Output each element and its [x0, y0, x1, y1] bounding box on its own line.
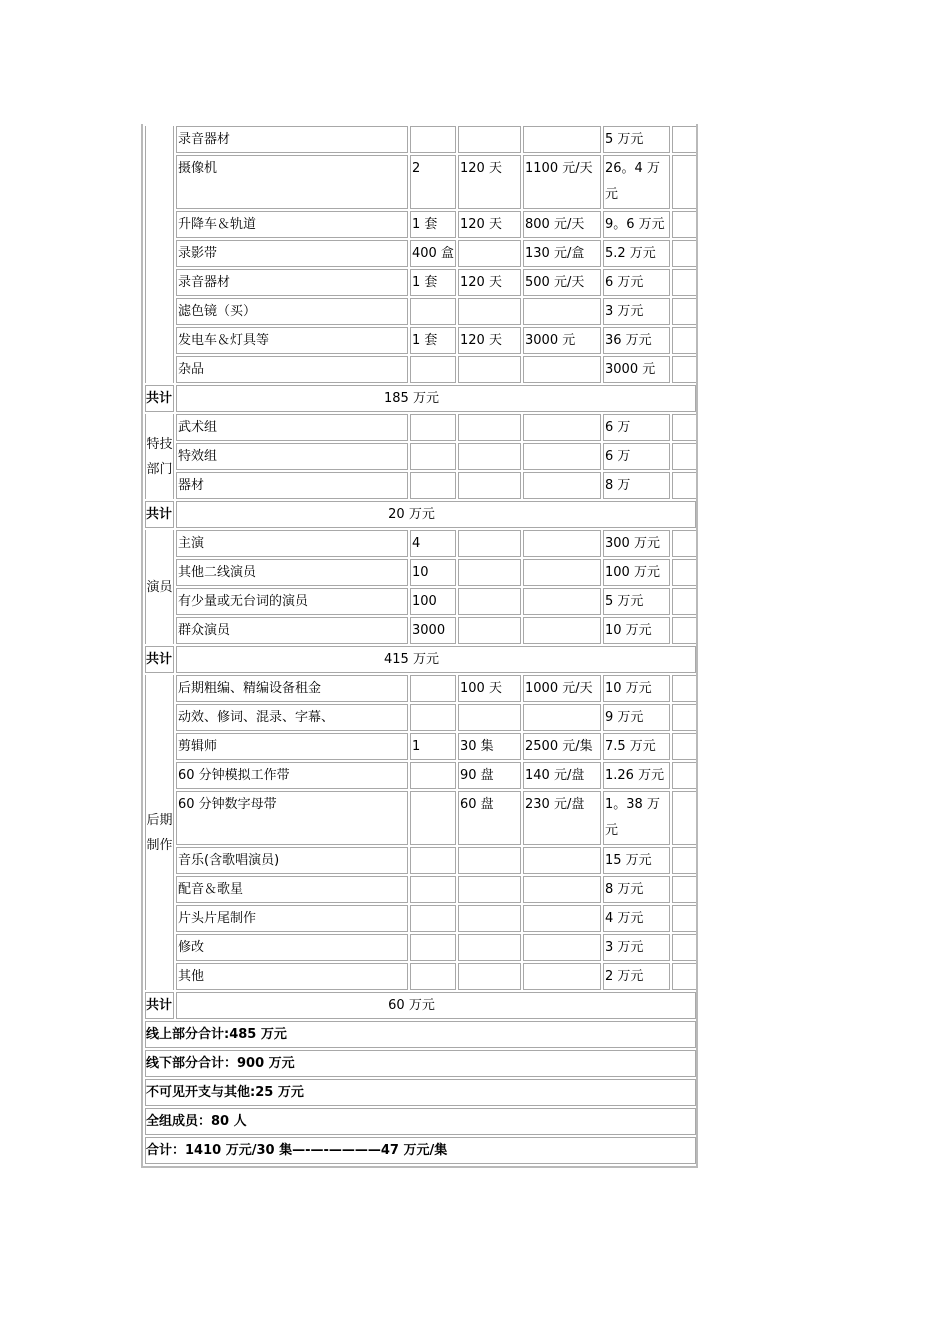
empty-cell [672, 559, 696, 586]
item-cell: 后期粗编、精编设备租金 [176, 675, 408, 702]
table-row [145, 617, 696, 644]
summary-row [145, 1108, 696, 1135]
table-row [145, 327, 696, 354]
subtotal-label: 共计 [145, 385, 174, 412]
quantity-cell [410, 126, 456, 153]
quantity-cell: 100 [410, 588, 456, 615]
subtotal-row [145, 501, 696, 528]
empty-cell [672, 269, 696, 296]
amount-cell: 10 万元 [603, 675, 670, 702]
item-cell: 其他 [176, 963, 408, 990]
item-cell: 60 分钟模拟工作带 [176, 762, 408, 789]
subtotal-value: 20 万元 [176, 501, 696, 528]
item-cell: 杂品 [176, 356, 408, 383]
subtotal-value: 60 万元 [176, 992, 696, 1019]
quantity-cell: 2 [410, 155, 456, 209]
subtotal-label: 共计 [145, 646, 174, 673]
table-row [145, 559, 696, 586]
item-cell: 滤色镜（买） [176, 298, 408, 325]
item-cell: 录音器材 [176, 126, 408, 153]
empty-cell [672, 356, 696, 383]
amount-cell: 3 万元 [603, 298, 670, 325]
empty-cell [672, 905, 696, 932]
unit-price-cell: 2500 元/集 [523, 733, 601, 760]
empty-cell [672, 472, 696, 499]
quantity-cell [410, 934, 456, 961]
quantity-cell: 10 [410, 559, 456, 586]
duration-cell [458, 240, 521, 267]
quantity-cell [410, 356, 456, 383]
item-cell: 武术组 [176, 414, 408, 441]
empty-cell [672, 733, 696, 760]
unit-price-cell [523, 704, 601, 731]
empty-cell [672, 847, 696, 874]
duration-cell [458, 876, 521, 903]
unit-price-cell: 130 元/盒 [523, 240, 601, 267]
quantity-cell: 400 盒 [410, 240, 456, 267]
table-row [145, 733, 696, 760]
item-cell: 60 分钟数字母带 [176, 791, 408, 845]
duration-cell: 120 天 [458, 269, 521, 296]
amount-cell: 6 万 [603, 414, 670, 441]
table-row [145, 298, 696, 325]
item-cell: 音乐(含歌唱演员) [176, 847, 408, 874]
item-cell: 发电车＆灯具等 [176, 327, 408, 354]
amount-cell: 100 万元 [603, 559, 670, 586]
duration-cell [458, 356, 521, 383]
empty-cell [672, 327, 696, 354]
summary-text: 全组成员：80 人 [145, 1108, 696, 1135]
empty-cell [672, 762, 696, 789]
category-cell: 后期制作 [145, 675, 174, 990]
duration-cell [458, 963, 521, 990]
subtotal-value: 185 万元 [176, 385, 696, 412]
summary-text: 线下部分合计：900 万元 [145, 1050, 696, 1077]
amount-cell: 6 万 [603, 443, 670, 470]
item-cell: 摄像机 [176, 155, 408, 209]
amount-cell: 9。6 万元 [603, 211, 670, 238]
item-cell: 群众演员 [176, 617, 408, 644]
table-row [145, 704, 696, 731]
subtotal-label: 共计 [145, 501, 174, 528]
subtotal-value: 415 万元 [176, 646, 696, 673]
empty-cell [672, 530, 696, 557]
quantity-cell: 3000 [410, 617, 456, 644]
duration-cell: 120 天 [458, 327, 521, 354]
amount-cell: 9 万元 [603, 704, 670, 731]
duration-cell: 60 盘 [458, 791, 521, 845]
quantity-cell: 1 套 [410, 211, 456, 238]
unit-price-cell [523, 298, 601, 325]
table-row [145, 530, 696, 557]
category-cell: 特技部门 [145, 414, 174, 499]
item-cell: 其他二线演员 [176, 559, 408, 586]
category-cell [145, 126, 174, 383]
item-cell: 有少量或无台词的演员 [176, 588, 408, 615]
empty-cell [672, 704, 696, 731]
amount-cell: 15 万元 [603, 847, 670, 874]
duration-cell [458, 588, 521, 615]
duration-cell [458, 934, 521, 961]
duration-cell [458, 847, 521, 874]
subtotal-row [145, 385, 696, 412]
table-row [145, 269, 696, 296]
item-cell: 剪辑师 [176, 733, 408, 760]
unit-price-cell: 230 元/盘 [523, 791, 601, 845]
amount-cell: 26。4 万元 [603, 155, 670, 209]
quantity-cell [410, 791, 456, 845]
duration-cell [458, 704, 521, 731]
table-row [145, 126, 696, 153]
table-row [145, 675, 696, 702]
unit-price-cell [523, 472, 601, 499]
empty-cell [672, 963, 696, 990]
duration-cell: 120 天 [458, 211, 521, 238]
item-cell: 录音器材 [176, 269, 408, 296]
summary-text: 合计：1410 万元/30 集—-—-————47 万元/集 [145, 1137, 696, 1164]
item-cell: 器材 [176, 472, 408, 499]
quantity-cell: 4 [410, 530, 456, 557]
amount-cell: 7.5 万元 [603, 733, 670, 760]
subtotal-row [145, 992, 696, 1019]
summary-text: 线上部分合计:485 万元 [145, 1021, 696, 1048]
unit-price-cell [523, 847, 601, 874]
duration-cell [458, 617, 521, 644]
empty-cell [672, 588, 696, 615]
unit-price-cell: 1100 元/天 [523, 155, 601, 209]
duration-cell [458, 530, 521, 557]
amount-cell: 8 万元 [603, 876, 670, 903]
unit-price-cell: 500 元/天 [523, 269, 601, 296]
empty-cell [672, 414, 696, 441]
item-cell: 特效组 [176, 443, 408, 470]
summary-row [145, 1137, 696, 1164]
table-row [145, 588, 696, 615]
amount-cell: 3000 元 [603, 356, 670, 383]
duration-cell [458, 126, 521, 153]
empty-cell [672, 126, 696, 153]
duration-cell: 100 天 [458, 675, 521, 702]
budget-table [143, 124, 698, 1166]
empty-cell [672, 791, 696, 845]
quantity-cell [410, 905, 456, 932]
quantity-cell: 1 套 [410, 327, 456, 354]
quantity-cell [410, 443, 456, 470]
empty-cell [672, 617, 696, 644]
quantity-cell [410, 963, 456, 990]
empty-cell [672, 155, 696, 209]
amount-cell: 8 万 [603, 472, 670, 499]
quantity-cell [410, 704, 456, 731]
empty-cell [672, 298, 696, 325]
table-row [145, 414, 696, 441]
item-cell: 修改 [176, 934, 408, 961]
table-row [145, 934, 696, 961]
quantity-cell: 1 套 [410, 269, 456, 296]
duration-cell: 120 天 [458, 155, 521, 209]
table-row [145, 791, 696, 845]
unit-price-cell [523, 414, 601, 441]
table-row [145, 443, 696, 470]
table-row [145, 876, 696, 903]
table-row [145, 240, 696, 267]
unit-price-cell: 800 元/天 [523, 211, 601, 238]
unit-price-cell [523, 934, 601, 961]
empty-cell [672, 675, 696, 702]
amount-cell: 4 万元 [603, 905, 670, 932]
unit-price-cell [523, 443, 601, 470]
amount-cell: 5 万元 [603, 126, 670, 153]
quantity-cell [410, 876, 456, 903]
table-row [145, 356, 696, 383]
amount-cell: 1.26 万元 [603, 762, 670, 789]
empty-cell [672, 443, 696, 470]
amount-cell: 36 万元 [603, 327, 670, 354]
empty-cell [672, 934, 696, 961]
unit-price-cell [523, 126, 601, 153]
unit-price-cell: 1000 元/天 [523, 675, 601, 702]
unit-price-cell [523, 617, 601, 644]
amount-cell: 6 万元 [603, 269, 670, 296]
item-cell: 升降车＆轨道 [176, 211, 408, 238]
item-cell: 动效、修词、混录、字幕、 [176, 704, 408, 731]
unit-price-cell [523, 530, 601, 557]
table-row [145, 155, 696, 209]
table-row [145, 211, 696, 238]
unit-price-cell [523, 588, 601, 615]
table-row [145, 762, 696, 789]
amount-cell: 3 万元 [603, 934, 670, 961]
item-cell: 配音＆歌星 [176, 876, 408, 903]
unit-price-cell [523, 905, 601, 932]
quantity-cell [410, 762, 456, 789]
unit-price-cell [523, 559, 601, 586]
duration-cell [458, 298, 521, 325]
amount-cell: 1。38 万元 [603, 791, 670, 845]
summary-row [145, 1050, 696, 1077]
item-cell: 录影带 [176, 240, 408, 267]
quantity-cell [410, 298, 456, 325]
amount-cell: 10 万元 [603, 617, 670, 644]
summary-row [145, 1079, 696, 1106]
table-row [145, 905, 696, 932]
empty-cell [672, 240, 696, 267]
budget-table-container [141, 124, 698, 1168]
subtotal-row [145, 646, 696, 673]
table-row [145, 847, 696, 874]
duration-cell [458, 905, 521, 932]
unit-price-cell: 140 元/盘 [523, 762, 601, 789]
duration-cell [458, 414, 521, 441]
table-row [145, 963, 696, 990]
item-cell: 片头片尾制作 [176, 905, 408, 932]
table-row [145, 472, 696, 499]
unit-price-cell [523, 876, 601, 903]
amount-cell: 5 万元 [603, 588, 670, 615]
subtotal-label: 共计 [145, 992, 174, 1019]
quantity-cell [410, 414, 456, 441]
unit-price-cell: 3000 元 [523, 327, 601, 354]
quantity-cell [410, 675, 456, 702]
duration-cell: 90 盘 [458, 762, 521, 789]
quantity-cell [410, 472, 456, 499]
amount-cell: 300 万元 [603, 530, 670, 557]
unit-price-cell [523, 356, 601, 383]
duration-cell [458, 443, 521, 470]
empty-cell [672, 211, 696, 238]
quantity-cell: 1 [410, 733, 456, 760]
duration-cell [458, 472, 521, 499]
amount-cell: 5.2 万元 [603, 240, 670, 267]
duration-cell: 30 集 [458, 733, 521, 760]
empty-cell [672, 876, 696, 903]
category-cell: 演员 [145, 530, 174, 644]
summary-row [145, 1021, 696, 1048]
summary-text: 不可见开支与其他:25 万元 [145, 1079, 696, 1106]
unit-price-cell [523, 963, 601, 990]
duration-cell [458, 559, 521, 586]
quantity-cell [410, 847, 456, 874]
item-cell: 主演 [176, 530, 408, 557]
amount-cell: 2 万元 [603, 963, 670, 990]
